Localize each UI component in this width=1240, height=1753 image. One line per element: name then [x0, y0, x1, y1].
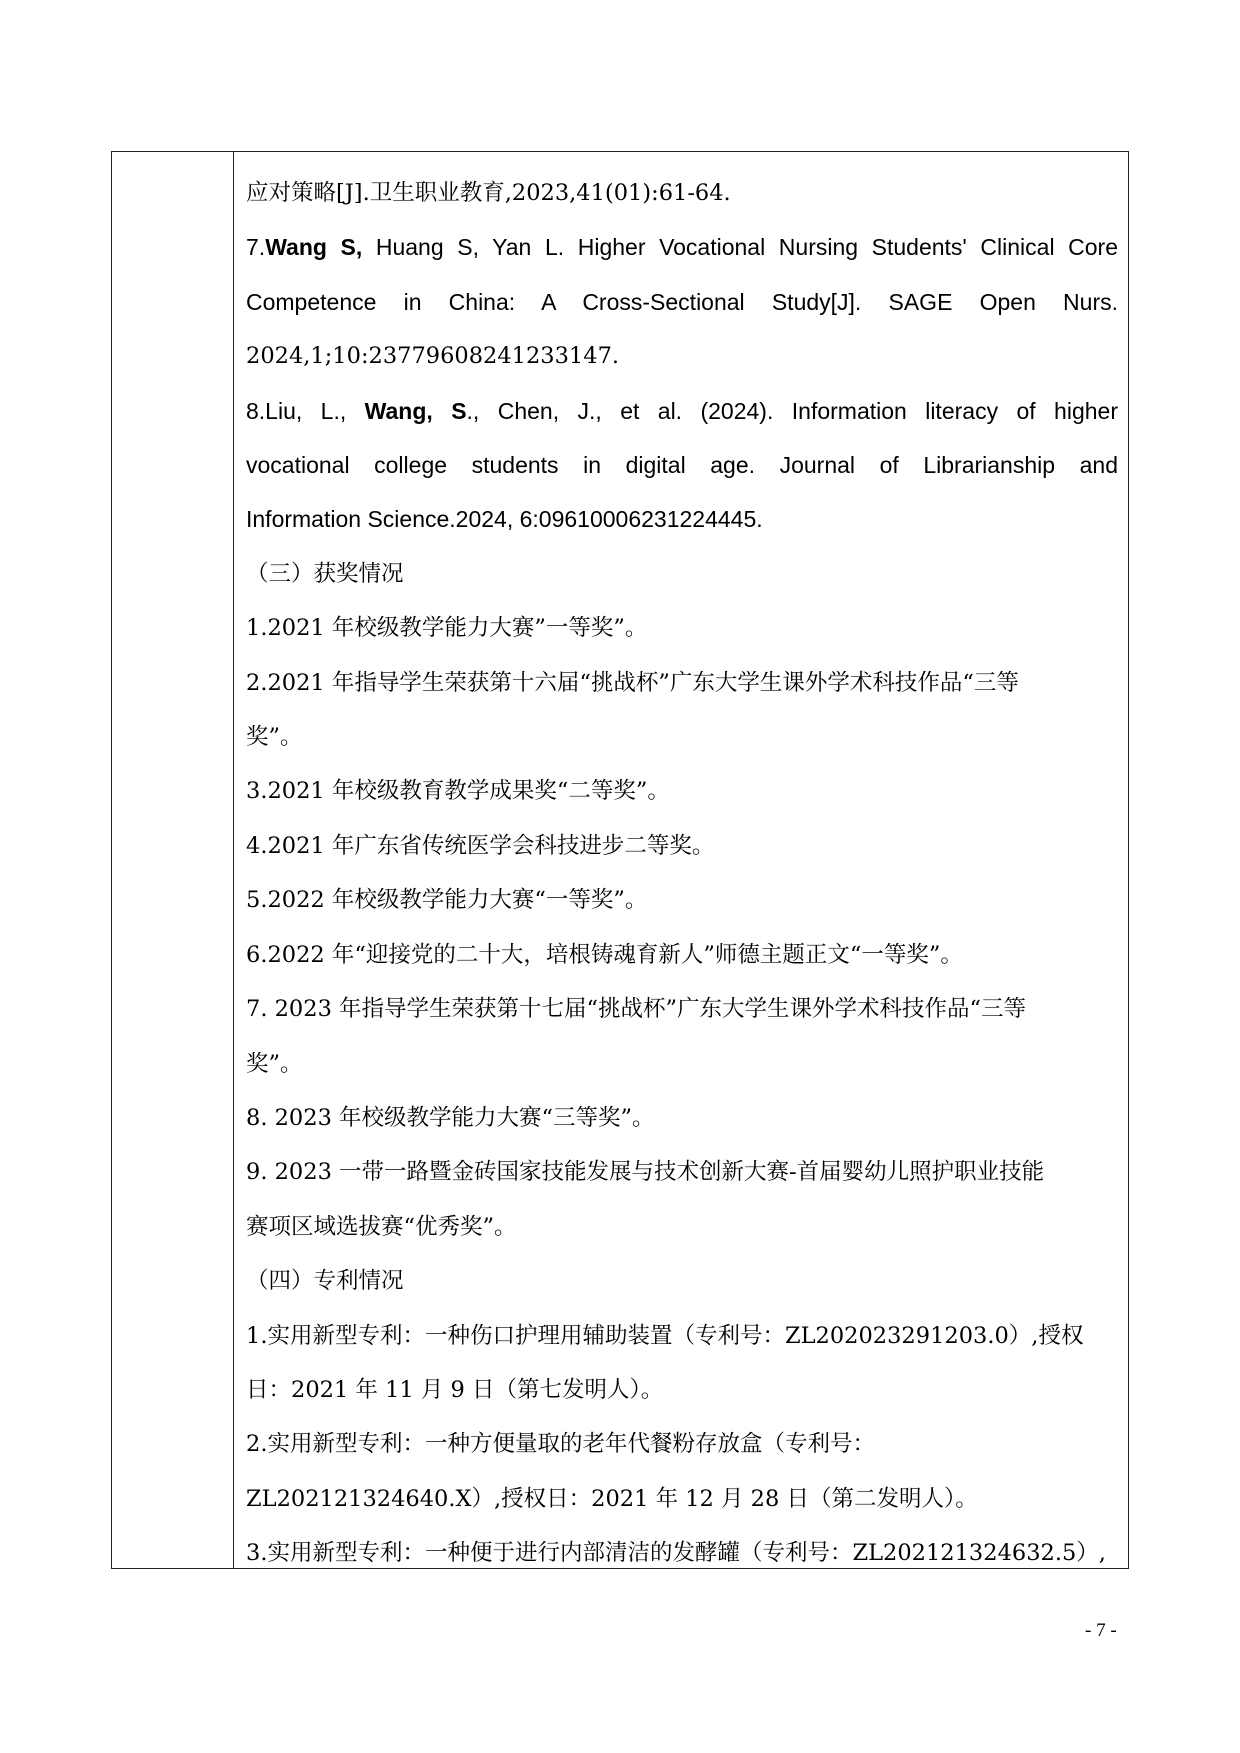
- reference-8-author: Wang, S: [364, 397, 467, 424]
- award-line: 奖”。: [246, 1050, 303, 1077]
- page-number: - 7 -: [1085, 1620, 1117, 1641]
- patent-line: 2.实用新型专利：一种方便量取的老年代餐粉存放盒（专利号：: [246, 1431, 875, 1458]
- reference-7-line-1: 7.Wang S, Huang S, Yan L. Higher Vocational Nursing Students' Clinical Core: [246, 234, 1118, 261]
- reference-7-author: Wang S,: [265, 234, 363, 261]
- patent-line: 1.实用新型专利：一种伤口护理用辅助装置（专利号：ZL202023291203.0）,授权: [246, 1322, 1084, 1349]
- patents-heading: （四）专利情况: [246, 1268, 404, 1295]
- award-line: 8. 2023 年校级教学能力大赛“三等奖”。: [246, 1104, 655, 1131]
- table-content-cell: [246, 166, 1118, 1581]
- document-table: [111, 151, 1129, 1569]
- award-line: 1.2021 年校级教学能力大赛”一等奖”。: [246, 615, 648, 642]
- award-line: 2.2021 年指导学生荣获第十六届“挑战杯”广东大学生课外学术科技作品“三等: [246, 669, 1019, 696]
- award-line: 赛项区域选拔赛“优秀奖”。: [246, 1213, 517, 1240]
- reference-6-tail: 应对策略[J].卫生职业教育,2023,41(01):61-64.: [246, 180, 731, 206]
- award-line: 3.2021 年校级教育教学成果奖“二等奖”。: [246, 778, 670, 805]
- award-line: 7. 2023 年指导学生荣获第十七届“挑战杯”广东大学生课外学术科技作品“三等: [246, 996, 1027, 1023]
- award-line: 9. 2023 一带一路暨金砖国家技能发展与技术创新大赛-首届婴幼儿照护职业技能: [246, 1159, 1045, 1186]
- patent-line: ZL202121324640.X）,授权日：2021 年 12 月 28 日（第二发明人）。: [246, 1485, 978, 1512]
- reference-8-line-3: Information Science.2024, 6:09610006231224445.: [246, 506, 763, 533]
- reference-8-line-1: 8.Liu, L., Wang, S., Chen, J., et al. (2024). Information literacy of higher: [246, 397, 1118, 424]
- award-line: 6.2022 年“迎接党的二十大，培根铸魂育新人”师德主题正文“一等奖”。: [246, 941, 963, 968]
- award-line: 奖”。: [246, 724, 303, 751]
- award-line: 4.2021 年广东省传统医学会科技进步二等奖。: [246, 832, 715, 859]
- awards-heading: （三）获奖情况: [246, 560, 404, 587]
- reference-7-line-2: Competence in China: A Cross-Sectional Study[J]. SAGE Open Nurs.: [246, 288, 1118, 315]
- reference-8-line-2: vocational college students in digital age. Journal of Librarianship and: [246, 452, 1118, 479]
- award-line: 5.2022 年校级教学能力大赛“一等奖”。: [246, 887, 648, 914]
- reference-7-line-3: 2024,1;10:23779608241233147.: [246, 343, 620, 370]
- patent-line: 日：2021 年 11 月 9 日（第七发明人）。: [246, 1376, 664, 1403]
- patent-line: 3.实用新型专利：一种便于进行内部清洁的发酵罐（专利号：ZL202121324632.5）,: [246, 1540, 1106, 1567]
- column-divider: [233, 152, 234, 1568]
